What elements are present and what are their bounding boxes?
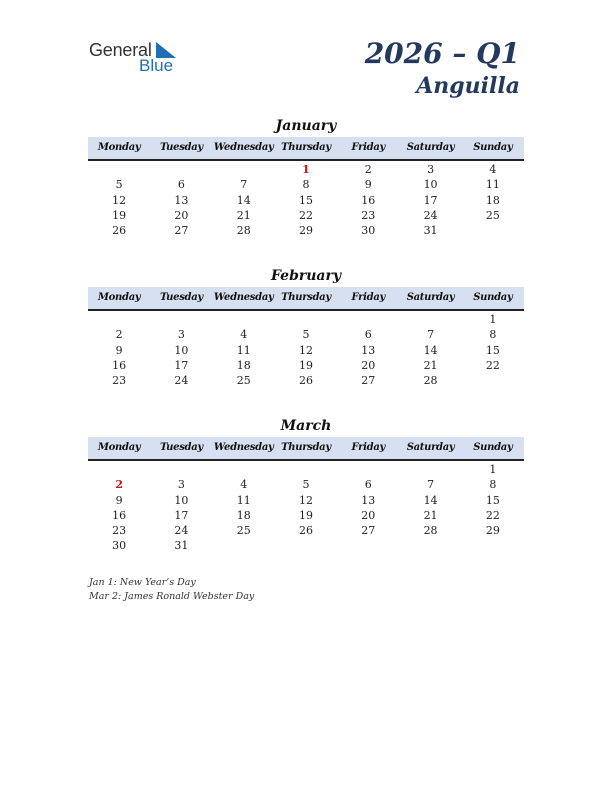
day-cell: 7 [240, 178, 248, 192]
weekday-label: Friday [351, 442, 386, 453]
day-cell: 28 [236, 224, 251, 238]
day-cell: 10 [423, 178, 438, 192]
day-cell: 21 [423, 358, 438, 372]
empty-day-cell [337, 462, 399, 477]
day-cell: 8 [302, 178, 310, 192]
day-cell: 9 [115, 343, 123, 357]
weekday-label: Saturday [406, 292, 455, 303]
day-cell: 5 [302, 478, 310, 492]
day-cell: 30 [112, 539, 127, 553]
weekday-label: Saturday [406, 442, 455, 453]
empty-day-cell [399, 538, 461, 553]
day-cell: 11 [485, 178, 500, 192]
day-cell: 20 [361, 508, 376, 522]
day-cell: 6 [364, 478, 372, 492]
day-cell: 12 [298, 343, 313, 357]
weekday-label: Wednesday [213, 142, 274, 153]
weekday-label: Wednesday [213, 292, 274, 303]
day-cell: 19 [112, 208, 127, 222]
day-cell: 27 [174, 224, 189, 238]
weekday-label: Tuesday [159, 442, 203, 453]
day-cell: 29 [298, 224, 313, 238]
day-cell: 17 [174, 508, 189, 522]
day-cell: 15 [485, 493, 500, 507]
day-cell: 6 [177, 178, 185, 192]
day-grid [88, 312, 524, 388]
weekday-label: Friday [351, 292, 386, 303]
day-cell: 1 [489, 313, 497, 326]
month-name: January [275, 118, 337, 134]
quarter-title: 2026 – Q1 [364, 37, 520, 70]
weekday-label: Monday [97, 142, 141, 153]
weekday-label: Monday [97, 292, 141, 303]
day-cell: 7 [427, 478, 435, 492]
day-cell: 31 [174, 539, 189, 553]
weekday-label: Tuesday [159, 142, 203, 153]
general-blue-logo [89, 40, 189, 76]
day-cell: 7 [427, 328, 435, 342]
day-cell: 28 [423, 374, 438, 388]
day-cell: 25 [236, 374, 251, 388]
day-cell: 26 [298, 374, 313, 388]
empty-day-cell [213, 312, 275, 327]
day-cell: 14 [423, 493, 438, 507]
logo-word-blue: Blue [139, 56, 174, 75]
day-cell: 24 [174, 524, 189, 538]
weekday-label: Saturday [406, 142, 455, 153]
day-cell: 5 [115, 178, 123, 192]
day-cell: 16 [112, 358, 127, 372]
day-cell: 13 [174, 193, 189, 207]
day-cell: 9 [364, 178, 372, 192]
day-cell: 26 [112, 224, 127, 238]
day-cell: 2 [115, 328, 123, 342]
empty-day-cell [337, 312, 399, 327]
day-cell: 12 [112, 193, 127, 207]
day-cell: 8 [489, 478, 497, 492]
day-cell: 14 [423, 343, 438, 357]
weekday-label: Monday [97, 442, 141, 453]
weekday-label: Sunday [473, 142, 513, 153]
day-cell: 31 [423, 224, 438, 238]
day-grid [88, 162, 524, 238]
weekday-label: Tuesday [159, 292, 203, 303]
empty-day-cell [88, 312, 150, 327]
day-cell: 22 [485, 358, 500, 372]
weekday-label: Thursday [281, 292, 331, 303]
day-cell: 21 [236, 208, 251, 222]
day-cell: 23 [361, 208, 376, 222]
empty-day-cell [150, 162, 212, 177]
weekday-header [88, 437, 524, 461]
empty-day-cell [150, 462, 212, 477]
day-cell: 1 [489, 463, 497, 476]
empty-day-cell [150, 312, 212, 327]
day-cell: 12 [298, 493, 313, 507]
day-cell: 4 [240, 328, 248, 342]
day-cell: 10 [174, 493, 189, 507]
day-cell: 18 [236, 358, 251, 372]
day-cell: 27 [361, 374, 376, 388]
day-cell: 18 [236, 508, 251, 522]
day-cell: 29 [485, 524, 500, 538]
month-february [88, 267, 524, 388]
logo-word-general: General [89, 40, 152, 60]
day-cell: 27 [361, 524, 376, 538]
day-grid [88, 462, 524, 554]
day-cell: 23 [112, 374, 127, 388]
weekday-label: Friday [351, 142, 386, 153]
empty-day-cell [275, 538, 337, 553]
day-cell: 3 [177, 478, 185, 492]
country-title: Anguilla [416, 73, 520, 99]
empty-day-cell [88, 162, 150, 177]
day-cell: 1 [302, 163, 310, 176]
empty-day-cell [399, 312, 461, 327]
weekday-label: Sunday [473, 442, 513, 453]
month-january [88, 117, 524, 238]
day-cell: 21 [423, 508, 438, 522]
weekday-header [88, 137, 524, 161]
empty-day-cell [462, 223, 524, 238]
day-cell: 17 [423, 193, 438, 207]
day-cell: 6 [364, 328, 372, 342]
day-cell: 28 [423, 524, 438, 538]
empty-day-cell [399, 462, 461, 477]
day-cell: 20 [174, 208, 189, 222]
empty-day-cell [213, 462, 275, 477]
day-cell: 2 [364, 163, 372, 176]
day-cell: 22 [298, 208, 313, 222]
day-cell: 2 [115, 478, 123, 492]
day-cell: 13 [361, 493, 376, 507]
month-name: February [270, 268, 341, 284]
day-cell: 17 [174, 358, 189, 372]
day-cell: 3 [427, 163, 435, 176]
day-cell: 25 [485, 208, 500, 222]
month-march [88, 417, 524, 554]
day-cell: 22 [485, 508, 500, 522]
empty-day-cell [213, 162, 275, 177]
day-cell: 8 [489, 328, 497, 342]
day-cell: 24 [174, 374, 189, 388]
empty-day-cell [275, 462, 337, 477]
month-name: March [280, 418, 332, 434]
day-cell: 15 [298, 193, 313, 207]
day-cell: 16 [361, 193, 376, 207]
empty-day-cell [462, 373, 524, 388]
day-cell: 19 [298, 358, 313, 372]
weekday-header [88, 287, 524, 311]
weekday-label: Thursday [281, 142, 331, 153]
day-cell: 23 [112, 524, 127, 538]
holiday-note: Mar 2: James Ronald Webster Day [89, 590, 255, 602]
weekday-label: Sunday [473, 292, 513, 303]
holiday-notes [89, 576, 254, 603]
day-cell: 25 [236, 524, 251, 538]
day-cell: 3 [177, 328, 185, 342]
day-cell: 16 [112, 508, 127, 522]
weekday-label: Wednesday [213, 442, 274, 453]
day-cell: 15 [485, 343, 500, 357]
page-title [365, 36, 520, 100]
day-cell: 4 [240, 478, 248, 492]
day-cell: 9 [115, 493, 123, 507]
day-cell: 10 [174, 343, 189, 357]
day-cell: 5 [302, 328, 310, 342]
holiday-note: Jan 1: New Year’s Day [89, 577, 196, 588]
day-cell: 26 [298, 524, 313, 538]
day-cell: 30 [361, 224, 376, 238]
empty-day-cell [337, 538, 399, 553]
day-cell: 20 [361, 358, 376, 372]
empty-day-cell [88, 462, 150, 477]
day-cell: 19 [298, 508, 313, 522]
empty-day-cell [275, 312, 337, 327]
day-cell: 11 [236, 493, 251, 507]
empty-day-cell [462, 538, 524, 553]
empty-day-cell [213, 538, 275, 553]
weekday-label: Thursday [281, 442, 331, 453]
day-cell: 14 [236, 193, 251, 207]
day-cell: 13 [361, 343, 376, 357]
day-cell: 4 [489, 163, 497, 176]
day-cell: 24 [423, 208, 438, 222]
day-cell: 11 [236, 343, 251, 357]
day-cell: 18 [485, 193, 500, 207]
